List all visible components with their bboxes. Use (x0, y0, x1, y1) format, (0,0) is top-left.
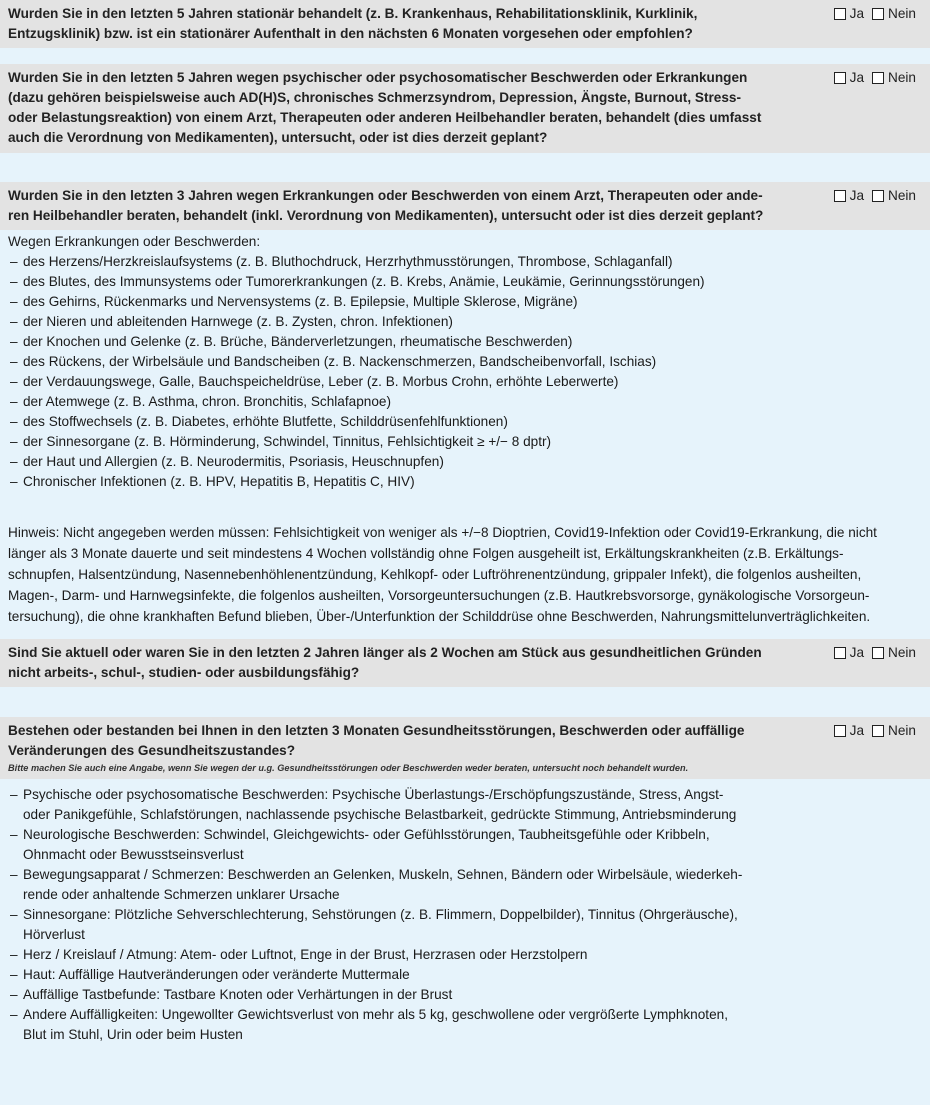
no-label: Nein (888, 188, 916, 203)
list-item-line: Blut im Stuhl, Urin oder beim Husten (23, 1027, 243, 1042)
list-item-line: – Neurologische Beschwerden: Schwindel, Gleichgewichts- oder Gefühlsstörungen, Taubheitsgefühle oder Kribbeln, (23, 827, 710, 842)
yes-label: Ja (849, 723, 865, 738)
condition-list (8, 252, 922, 492)
list-item-line: – Haut: Auffällige Hautveränderungen oder veränderte Muttermale (23, 967, 410, 982)
question-note: Bitte machen Sie auch eine Angabe, wenn Sie wegen der u.g. Gesundheitsstörungen oder Beschwerden weder beraten, untersucht noch behandelt wurden. (8, 763, 689, 773)
yes-option[interactable] (834, 4, 864, 24)
list-item-line: Hörverlust (23, 927, 85, 942)
separator (0, 48, 930, 64)
condition-list-section (0, 230, 930, 522)
no-label: Nein (888, 645, 916, 660)
yes-checkbox[interactable] (834, 72, 846, 84)
no-option[interactable] (872, 186, 916, 206)
question-unable-to-work (0, 639, 930, 687)
no-option[interactable] (872, 721, 916, 741)
question-text: Bestehen oder bestanden bei Ihnen in den letzten 3 Monaten Gesundheitsstörungen, Beschwerden oder auffällige (8, 723, 745, 738)
symptom-list-section (0, 779, 930, 1045)
list-item: – des Herzens/Herzkreislaufsystems (z. B. Bluthochdruck, Herzrhythmusstörungen, Thrombose, Schlaganfall) (8, 252, 922, 272)
no-checkbox[interactable] (872, 725, 884, 737)
yes-option[interactable] (834, 721, 864, 741)
list-item: – der Knochen und Gelenke (z. B. Brüche, Bänderverletzungen, rheumatische Beschwerden) (8, 332, 922, 352)
list-item: – der Atemwege (z. B. Asthma, chron. Bronchitis, Schlafapnoe) (8, 392, 922, 412)
question-text: (dazu gehören beispielsweise auch AD(H)S, chronisches Schmerzsyndrom, Depression, Ängste, Burnout, Stress- (8, 90, 741, 105)
hint-note (0, 522, 930, 639)
list-item (8, 945, 922, 965)
hint-text: tersuchung), die ohne krankhaften Befund blieben, Über-/Unterfunktion der Schilddrüse ohne Beschwerden, Nahrungsmittelunverträglichkeiten. (8, 609, 871, 624)
yes-checkbox[interactable] (834, 8, 846, 20)
no-checkbox[interactable] (872, 72, 884, 84)
question-text: Wurden Sie in den letzten 3 Jahren wegen Erkrankungen oder Beschwerden von einem Arzt, Therapeuten oder ande- (8, 188, 763, 203)
no-option[interactable] (872, 4, 916, 24)
list-item-line: – Sinnesorgane: Plötzliche Sehverschlechterung, Sehstörungen (z. B. Flimmern, Doppelbilder), Tinnitus (Ohrgeräusche), (23, 907, 738, 922)
yes-checkbox[interactable] (834, 190, 846, 202)
hint-text: Hinweis: Nicht angegeben werden müssen: Fehlsichtigkeit von weniger als +/−8 Dioptrien, Covid19-Infektion oder Covid19-Erkrankung, die nicht (8, 525, 877, 540)
question-psychological (0, 64, 930, 153)
list-item (8, 1005, 922, 1045)
yes-label: Ja (849, 188, 865, 203)
list-item (8, 965, 922, 985)
hint-text: Magen-, Darm- und Harnwegsinfekte, die folgenlos ausheilten, Vorsorgeuntersuchungen (z.B. Hautkrebsvorsorge, gynäkologische Vorsorgeun- (8, 588, 870, 603)
yes-option[interactable] (834, 643, 864, 663)
list-item (8, 905, 922, 945)
separator (0, 687, 930, 717)
list-item (8, 985, 922, 1005)
no-option[interactable] (872, 643, 916, 663)
list-item (8, 865, 922, 905)
no-label: Nein (888, 6, 916, 21)
no-label: Nein (888, 70, 916, 85)
list-item-line: oder Panikgefühle, Schlafstörungen, nachlassende psychische Belastbarkeit, gedrückte Stimmung, Antriebsminderung (23, 807, 737, 822)
yes-label: Ja (849, 6, 865, 21)
list-item: – der Verdauungswege, Galle, Bauchspeicheldrüse, Leber (z. B. Morbus Crohn, erhöhte Leberwerte) (8, 372, 922, 392)
list-item: – des Rückens, der Wirbelsäule und Bandscheiben (z. B. Nackenschmerzen, Bandscheibenvorfall, Ischias) (8, 352, 922, 372)
question-inpatient (0, 0, 930, 48)
yes-checkbox[interactable] (834, 647, 846, 659)
list-item-line: – Psychische oder psychosomatische Beschwerden: Psychische Überlastungs-/Erschöpfungszustände, Stress, Angst- (23, 787, 724, 802)
list-item (8, 785, 922, 825)
list-item-line: – Andere Auffälligkeiten: Ungewollter Gewichtsverlust von mehr als 5 kg, geschwollene oder vergrößerte Lymphknoten, (23, 1007, 728, 1022)
yes-checkbox[interactable] (834, 725, 846, 737)
list-lead: Wegen Erkrankungen oder Beschwerden: (8, 234, 261, 249)
list-item-line: – Herz / Kreislauf / Atmung: Atem- oder Luftnot, Enge in der Brust, Herzrasen oder Herzstolpern (23, 947, 588, 962)
list-item-line: – Auffällige Tastbefunde: Tastbare Knoten oder Verhärtungen in der Brust (23, 987, 453, 1002)
list-item: – der Nieren und ableitenden Harnwege (z. B. Zysten, chron. Infektionen) (8, 312, 922, 332)
list-item: – des Gehirns, Rückenmarks und Nervensystems (z. B. Epilepsie, Multiple Sklerose, Migräne) (8, 292, 922, 312)
no-checkbox[interactable] (872, 190, 884, 202)
no-option[interactable] (872, 68, 916, 88)
list-item-line: – Bewegungsapparat / Schmerzen: Beschwerden an Gelenken, Muskeln, Sehnen, Bändern oder Wirbelsäule, wiederkeh- (23, 867, 743, 882)
no-checkbox[interactable] (872, 647, 884, 659)
list-item-line: rende oder anhaltende Schmerzen unklarer Ursache (23, 887, 340, 902)
hint-text: länger als 3 Monate dauerte und seit mindestens 4 Wochen vollständig ohne Folgen ausgeheilt ist, Erkältungskrankheiten (z.B. Erkältungs- (8, 546, 844, 561)
list-item: – der Haut und Allergien (z. B. Neurodermitis, Psoriasis, Heuschnupfen) (8, 452, 922, 472)
answer-options (826, 721, 916, 741)
answer-options (826, 643, 916, 663)
yes-option[interactable] (834, 186, 864, 206)
list-item: – der Sinnesorgane (z. B. Hörminderung, Schwindel, Tinnitus, Fehlsichtigkeit ≥ +/− 8 dptr) (8, 432, 922, 452)
question-text: Wurden Sie in den letzten 5 Jahren wegen psychischer oder psychosomatischer Beschwerden oder Erkrankungen (8, 70, 748, 85)
question-recent-symptoms (0, 717, 930, 779)
question-text: nicht arbeits-, schul-, studien- oder ausbildungsfähig? (8, 665, 360, 680)
list-item (8, 825, 922, 865)
question-text: oder Belastungsreaktion) von einem Arzt, Therapeuten oder anderen Heilbehandler beraten, behandelt (dies umfasst (8, 110, 762, 125)
no-label: Nein (888, 723, 916, 738)
question-illness-3-years (0, 182, 930, 230)
question-text: auch die Verordnung von Medikamenten), untersucht, oder ist dies derzeit geplant? (8, 130, 548, 145)
question-text: ren Heilbehandler beraten, behandelt (inkl. Verordnung von Medikamenten), untersucht oder ist dies derzeit geplant? (8, 208, 764, 223)
list-item-line: Ohnmacht oder Bewusstseinsverlust (23, 847, 244, 862)
list-item: – des Stoffwechsels (z. B. Diabetes, erhöhte Blutfette, Schilddrüsenfehlfunktionen) (8, 412, 922, 432)
question-text: Veränderungen des Gesundheitszustandes? (8, 743, 296, 758)
yes-label: Ja (849, 70, 865, 85)
list-item: – Chronischer Infektionen (z. B. HPV, Hepatitis B, Hepatitis C, HIV) (8, 472, 922, 492)
answer-options (826, 186, 916, 206)
answer-options (826, 4, 916, 24)
answer-options (826, 68, 916, 88)
separator (0, 153, 930, 182)
list-item: – des Blutes, des Immunsystems oder Tumorerkrankungen (z. B. Krebs, Anämie, Leukämie, Gerinnungsstörungen) (8, 272, 922, 292)
question-text: Entzugsklinik) bzw. ist ein stationärer Aufenthalt in den nächsten 6 Monaten vorgesehen oder empfohlen? (8, 26, 693, 41)
hint-text: schnupfen, Halsentzündung, Nasennebenhöhlenentzündung, Kehlkopf- oder Luftröhrenentzündung, grippaler Infekt), die folgenlos ausheilten, (8, 567, 862, 582)
yes-label: Ja (849, 645, 865, 660)
yes-option[interactable] (834, 68, 864, 88)
symptom-list (8, 785, 922, 1045)
question-text: Sind Sie aktuell oder waren Sie in den letzten 2 Jahren länger als 2 Wochen am Stück aus gesundheitlichen Gründen (8, 645, 762, 660)
no-checkbox[interactable] (872, 8, 884, 20)
question-text: Wurden Sie in den letzten 5 Jahren stationär behandelt (z. B. Krankenhaus, Rehabilitationsklinik, Kurklinik, (8, 6, 698, 21)
